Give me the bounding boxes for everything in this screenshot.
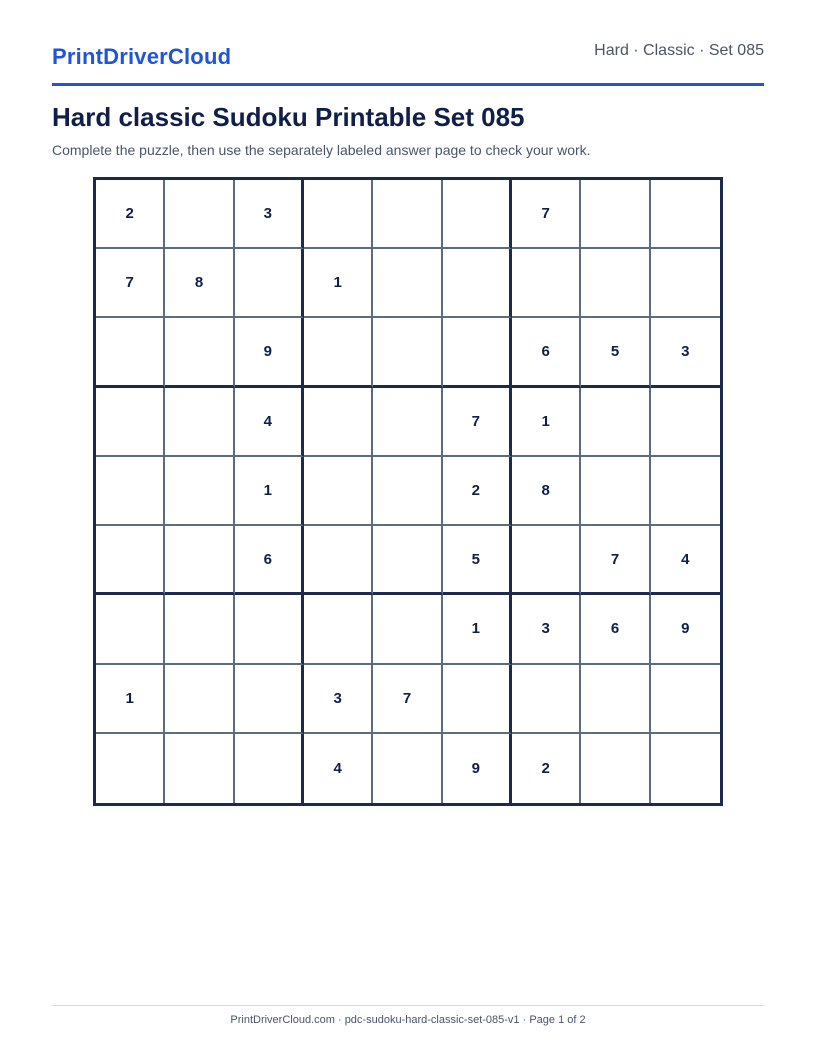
sudoku-cell: 7 [581,526,650,595]
sudoku-cell [581,249,650,318]
sudoku-cell [373,595,442,664]
sudoku-cell [96,595,165,664]
sudoku-cell [304,595,373,664]
sudoku-cell: 2 [96,180,165,249]
brand-logo: PrintDriverCloud [52,44,232,69]
sudoku-cell [373,318,442,387]
sudoku-cell [651,665,720,734]
header-divider [52,83,764,86]
sudoku-cell: 6 [512,318,581,387]
puzzle-meta: Hard · Classic · Set 085 [594,42,764,59]
sudoku-cell [165,734,234,803]
sudoku-cell [235,734,304,803]
sudoku-cell [373,249,442,318]
sudoku-cell [651,388,720,457]
sudoku-cell [651,249,720,318]
sudoku-cell [651,457,720,526]
sudoku-cell [581,734,650,803]
sudoku-cell [581,665,650,734]
sudoku-cell [165,595,234,664]
sudoku-cell [651,180,720,249]
sudoku-cell: 3 [235,180,304,249]
sudoku-cell: 1 [235,457,304,526]
sudoku-cell [165,318,234,387]
sudoku-cell: 4 [235,388,304,457]
sudoku-cell [581,388,650,457]
sudoku-cell: 9 [235,318,304,387]
sudoku-cell: 1 [96,665,165,734]
sudoku-cell: 3 [651,318,720,387]
sudoku-cell: 6 [235,526,304,595]
sudoku-cell [96,388,165,457]
sudoku-cell: 7 [443,388,512,457]
sudoku-cell [443,665,512,734]
sudoku-cell: 7 [96,249,165,318]
sudoku-cell: 5 [581,318,650,387]
sudoku-cell: 2 [443,457,512,526]
sudoku-grid [93,177,723,806]
sudoku-cell [304,526,373,595]
sudoku-cell [96,318,165,387]
sudoku-cell [165,526,234,595]
sudoku-cell [165,180,234,249]
sudoku-cell [651,734,720,803]
sudoku-cell: 7 [373,665,442,734]
sudoku-cell [96,526,165,595]
sudoku-cell: 7 [512,180,581,249]
sudoku-cell [96,734,165,803]
sudoku-cell [512,665,581,734]
sudoku-cell: 3 [304,665,373,734]
sudoku-cell [235,249,304,318]
sudoku-cell [443,249,512,318]
sudoku-cell [373,457,442,526]
sudoku-cell: 1 [443,595,512,664]
sudoku-cell [235,665,304,734]
sudoku-cell: 4 [651,526,720,595]
sudoku-cell: 8 [512,457,581,526]
sudoku-cell [373,526,442,595]
sudoku-cell [512,249,581,318]
sudoku-cell [373,388,442,457]
page-footer: PrintDriverCloud.com · pdc-sudoku-hard-classic-set-085-v1 · Page 1 of 2 [230,1014,586,1026]
sudoku-cell: 9 [651,595,720,664]
sudoku-cell: 1 [512,388,581,457]
sudoku-cell [96,457,165,526]
sudoku-cell [373,734,442,803]
sudoku-cell [165,457,234,526]
sudoku-cell [165,388,234,457]
sudoku-cell [512,526,581,595]
page-title: Hard classic Sudoku Printable Set 085 [52,102,525,132]
sudoku-cell: 3 [512,595,581,664]
sudoku-cell: 2 [512,734,581,803]
sudoku-cell [581,457,650,526]
footer-divider [52,1005,764,1006]
sudoku-cell [165,665,234,734]
sudoku-cell [581,180,650,249]
sudoku-cell: 5 [443,526,512,595]
sudoku-cell [443,318,512,387]
sudoku-cell [304,388,373,457]
sudoku-cell [373,180,442,249]
sudoku-cell: 6 [581,595,650,664]
sudoku-cell: 8 [165,249,234,318]
sudoku-cell [304,318,373,387]
sudoku-cell: 1 [304,249,373,318]
sudoku-cell [304,180,373,249]
sudoku-cell [443,180,512,249]
page-subtitle: Complete the puzzle, then use the separately labeled answer page to check your work. [52,142,591,158]
sudoku-cell [304,457,373,526]
sudoku-cell: 9 [443,734,512,803]
sudoku-cell [235,595,304,664]
sudoku-cell: 4 [304,734,373,803]
